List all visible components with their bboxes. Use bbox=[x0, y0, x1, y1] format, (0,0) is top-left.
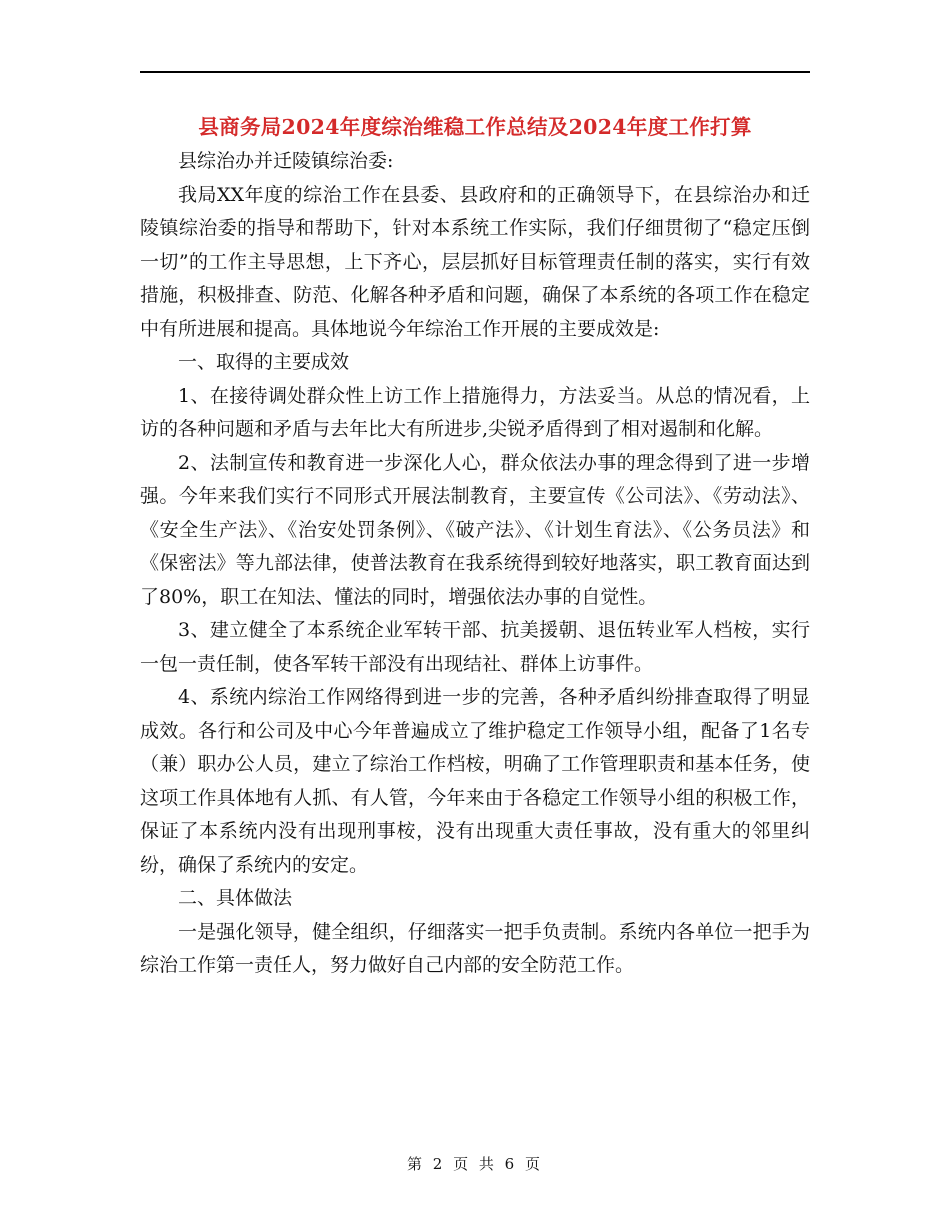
paragraph: 4、系统内综治工作网络得到进一步的完善，各种矛盾纠纷排查取得了明显成效。各行和公司及中心今年普遍成立了维护稳定工作领导小组，配备了1名专（兼）职办公人员，建立了综治工作档桉，明确了工作管理职责和基本任务，使这项工作具体地有人抓、有人管，今年来由于各稳定工作领导小组的积极工作，保证了本系统内没有出现刑事桉，没有出现重大责任事故，没有重大的邻里纠纷，确保了系统内的安定。 bbox=[140, 686, 810, 876]
document-body bbox=[140, 145, 810, 983]
document-title: 县商务局2024年度综治维稳工作总结及2024年度工作打算 bbox=[198, 115, 752, 139]
header-rule bbox=[140, 71, 810, 73]
paragraph: 我局XX年度的综治工作在县委、县政府和的正确领导下，在县综治办和迁陵镇综治委的指导和帮助下，针对本系统工作实际，我们仔细贯彻了“稳定压倒一切”的工作主导思想，上下齐心，层层抓好目标管理责任制的落实，实行有效措施，积极排查、防范、化解各种矛盾和问题，确保了本系统的各项工作在稳定中有所进展和提高。具体地说今年综治工作开展的主要成效是: bbox=[140, 183, 810, 340]
section-heading: 一、取得的主要成效 bbox=[178, 351, 350, 373]
paragraph: 2、法制宣传和教育进一步深化人心，群众依法办事的理念得到了进一步增强。今年来我们实行不同形式开展法制教育，主要宣传《公司法》、《劳动法》、《安全生产法》、《治安处罚条例》、《破产法》、《计划生育法》、《公务员法》和《保密法》等九部法律，使普法教育在我系统得到较好地落实，职工教育面达到了80%，职工在知法、懂法的同时，增强依法办事的自觉性。 bbox=[140, 451, 810, 608]
paragraph: 一是强化领导，健全组织，仔细落实一把手负责制。系统内各单位一把手为综治工作第一责任人，努力做好自己内部的安全防范工作。 bbox=[140, 920, 810, 976]
page-footer: 第 2 页 共 6 页 bbox=[407, 1155, 543, 1173]
section-heading: 二、具体做法 bbox=[178, 887, 293, 909]
salutation: 县综治办并迁陵镇综治委: bbox=[178, 150, 394, 172]
paragraph: 1、在接待调处群众性上访工作上措施得力，方法妥当。从总的情况看，上访的各种问题和矛盾与去年比大有所进步,尖锐矛盾得到了相对遏制和化解。 bbox=[140, 384, 810, 440]
paragraph: 3、建立健全了本系统企业军转干部、抗美援朝、退伍转业军人档桉，实行一包一责任制，使各军转干部没有出现结社、群体上访事件。 bbox=[140, 619, 810, 675]
